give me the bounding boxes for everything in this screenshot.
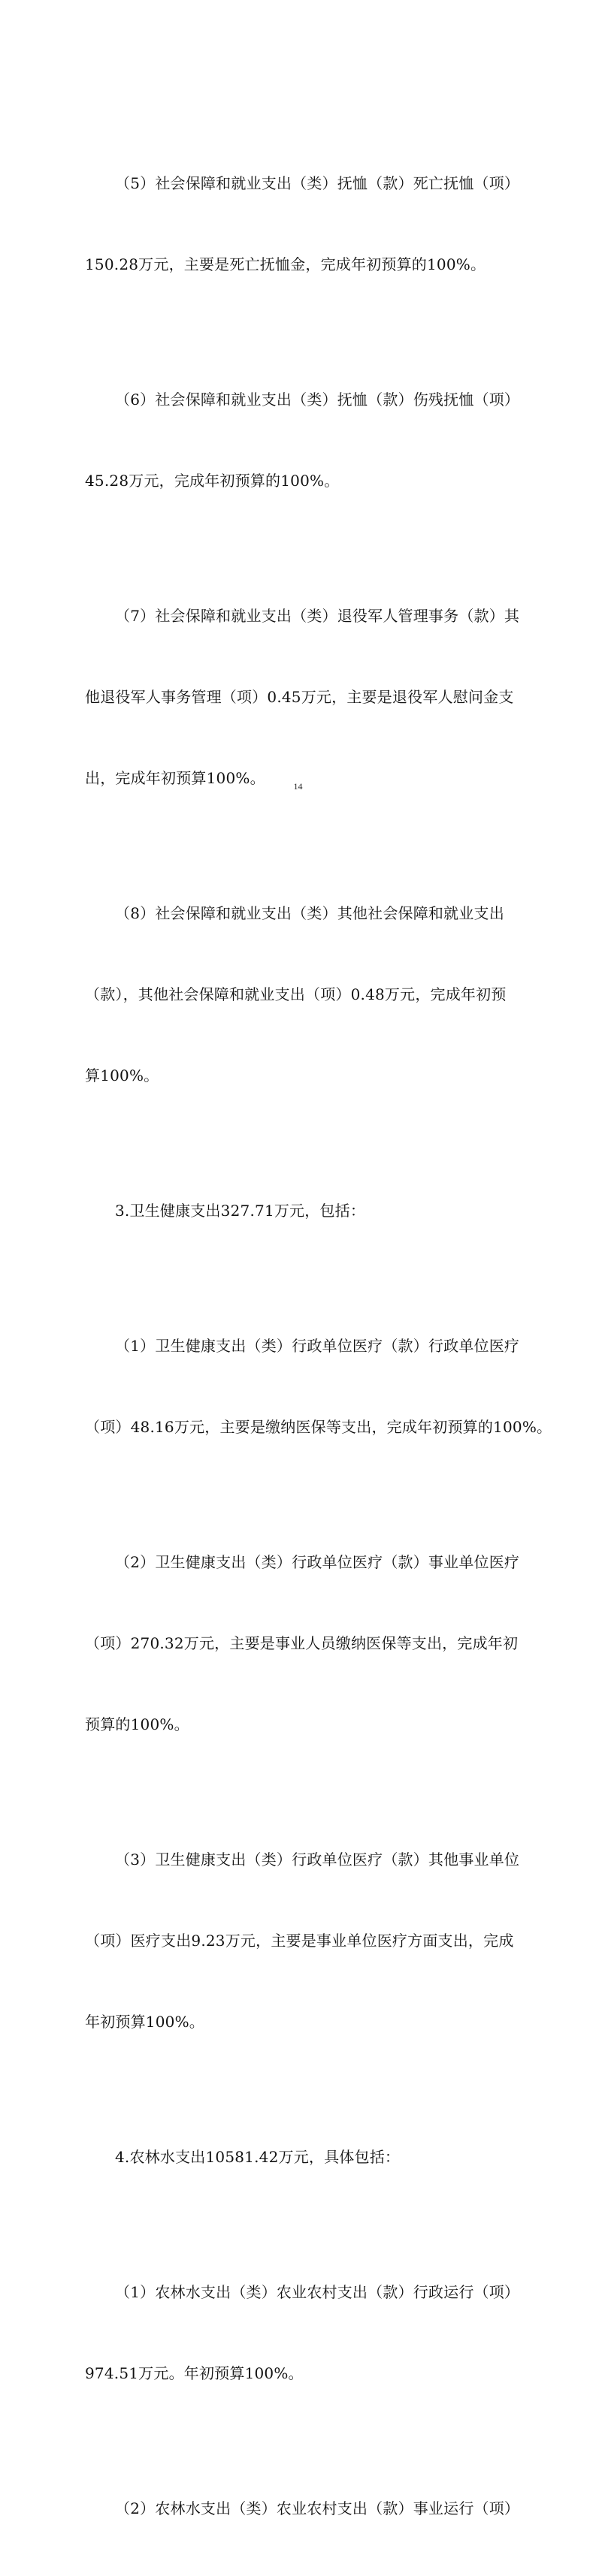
text-line: 预算的100%。 — [85, 1715, 189, 1733]
text-line: 45.28万元，完成年初预算的100%。 — [85, 472, 340, 490]
text-line: 出，完成年初预算100%。 — [85, 769, 265, 787]
text-line: （2）农林水支出（类）农业农村支出（款）事业运行（项） — [115, 2499, 520, 2517]
text-line: （1）卫生健康支出（类）行政单位医疗（款）行政单位医疗 — [115, 1337, 520, 1355]
text-line: （7）社会保障和就业支出（类）退役军人管理事务（款）其 — [115, 607, 520, 625]
paragraph-health-3 — [85, 1792, 521, 2089]
paragraph-health-2 — [85, 1495, 521, 1792]
text-line: 他退役军人事务管理（项）0.45万元，主要是退役军人慰问金支 — [85, 688, 514, 706]
text-line: （1）农林水支出（类）农业农村支出（款）行政运行（项） — [115, 2283, 520, 2301]
text-line: （款），其他社会保障和就业支出（项）0.48万元，完成年初预 — [85, 985, 507, 1003]
text-line: 150.28万元，主要是死亡抚恤金，完成年初预算的100%。 — [85, 255, 486, 273]
paragraph-7 — [85, 548, 521, 846]
paragraph-5 — [85, 116, 521, 332]
paragraph-agriculture-2 — [85, 2441, 521, 2576]
text-line: （6）社会保障和就业支出（类）抚恤（款）伤残抚恤（项） — [115, 391, 520, 409]
text-line: 年初预算100%。 — [85, 2013, 204, 2031]
text-line: 算100%。 — [85, 1066, 159, 1084]
text-line: （2）卫生健康支出（类）行政单位医疗（款）事业单位医疗 — [115, 1553, 520, 1571]
text-line: （项）医疗支出9.23万元，主要是事业单位医疗方面支出，完成 — [85, 1932, 514, 1950]
paragraph-agriculture-1 — [85, 2225, 521, 2441]
section-heading-health — [85, 1143, 521, 1278]
text-line: （3）卫生健康支出（类）行政单位医疗（款）其他事业单位 — [115, 1851, 520, 1869]
text-line: （项）270.32万元，主要是事业人员缴纳医保等支出，完成年初 — [85, 1634, 519, 1652]
page-number: 14 — [293, 781, 303, 792]
text-line: 974.51万元。年初预算100%。 — [85, 2364, 304, 2382]
text-line: （项）48.16万元，主要是缴纳医保等支出，完成年初预算的100%。 — [85, 1418, 552, 1436]
body-text — [85, 116, 552, 2576]
paragraph-health-1 — [85, 1278, 552, 1495]
paragraph-6 — [85, 332, 521, 548]
text-line: （8）社会保障和就业支出（类）其他社会保障和就业支出 — [115, 904, 504, 922]
text-line: 3.卫生健康支出327.71万元，包括： — [115, 1202, 366, 1220]
section-heading-agriculture — [85, 2089, 521, 2225]
text-line: 4.农林水支出10581.42万元，具体包括： — [115, 2148, 401, 2166]
paragraph-8 — [85, 846, 521, 1143]
text-line: （5）社会保障和就业支出（类）抚恤（款）死亡抚恤（项） — [115, 174, 520, 192]
